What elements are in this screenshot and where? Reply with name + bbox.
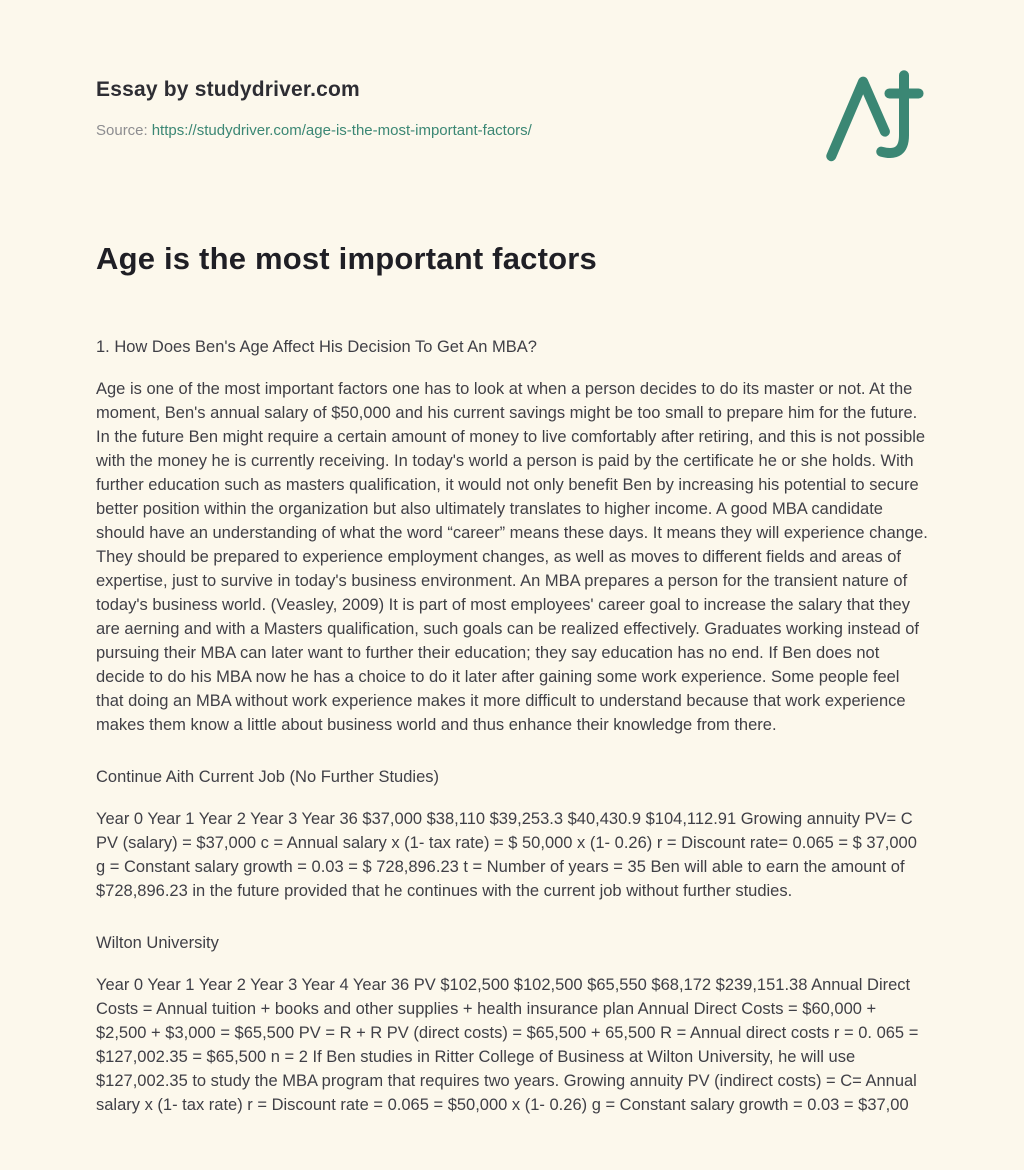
question-heading: 1. How Does Ben's Age Affect His Decision To Get An MBA? (96, 338, 537, 356)
page-title: Age is the most important factors (96, 241, 597, 276)
paragraph-age-discussion: Age is one of the most important factors one has to look at when a person decides to do its master or not. At the moment, Ben's annual salary of $50,000 and his current savings might be too small to prepare him for the future. In the future Ben might require a certain amount of money to live comfortably after retiring, and this is not possible with the money he is currently receiving. In today's world a person is paid by the certificate he or she holds. With further education such as masters qualification, it would not only benefit Ben by increasing his potential to secure better position within the organization but also ultimately translates to higher income. A good MBA candidate should have an understanding of what the word “career” means these days. It means they will experience change. They should be prepared to experience employment changes, as well as moves to different fields and areas of expertise, just to survive in today's business environment. An MBA prepares a person for the transient nature of today's business world. (Veasley, 2009) It is part of most employees' career goal to increase the salary that they are aerning and with a Masters qualification, such goals can be realized effectively. Graduates working instead of pursuing their MBA can later want to further their education; they say education has no end. If Ben does not decide to do his MBA now he has a choice to do it later after gaining some work experience. Some people feel that doing an MBA without work experience makes it more difficult to understand because that work experience makes them know a little about business world and thus enhance their knowledge from there. (96, 380, 928, 734)
paragraph-wilton-calculation: Year 0 Year 1 Year 2 Year 3 Year 4 Year 36 PV $102,500 $102,500 $65,550 $68,172 $239,151.38 Annual Direct Costs = Annual tuition + books and other supplies + health insurance plan Annual Direct Costs = $60,000 + $2,500 + $3,000 = $65,500 PV = R + R PV (direct costs) = $65,500 + 65,500 R = Annual direct costs r = 0. 065 = $127,002.35 = $65,500 n = 2 If Ben studies in Ritter College of Business at Wilton University, he will use $127,002.35 to study the MBA program that requires two years. Growing annuity PV (indirect costs) = C= Annual salary x (1- tax rate) r = Discount rate = 0.065 = $50,000 x (1- 0.26) g = Constant salary growth = 0.03 = $37,00 (96, 976, 919, 1114)
source-line (96, 122, 928, 139)
source-url-link[interactable]: https://studydriver.com/age-is-the-most-important-factors/ (151, 122, 532, 139)
subheading-wilton-university: Wilton University (96, 934, 219, 952)
studydriver-monogram-icon (824, 68, 924, 168)
essay-byline: Essay by studydriver.com (96, 78, 360, 101)
paragraph-current-job-calculation: Year 0 Year 1 Year 2 Year 3 Year 36 $37,000 $38,110 $39,253.3 $40,430.9 $104,112.91 Growing annuity PV= C PV (salary) = $37,000 c = Annual salary x (1- tax rate) = $ 50,000 x (1- 0.26) r = Discount rate= 0.065 = $ 37,000 g = Constant salary growth = 0.03 = $ 728,896.23 t = Number of years = 35 Ben will able to earn the amount of $728,896.23 in the future provided that he continues with the current job without further studies. (96, 810, 917, 900)
source-label: Source: (96, 122, 148, 139)
studydriver-logo (824, 68, 924, 168)
subheading-current-job: Continue Aith Current Job (No Further Studies) (96, 768, 439, 786)
